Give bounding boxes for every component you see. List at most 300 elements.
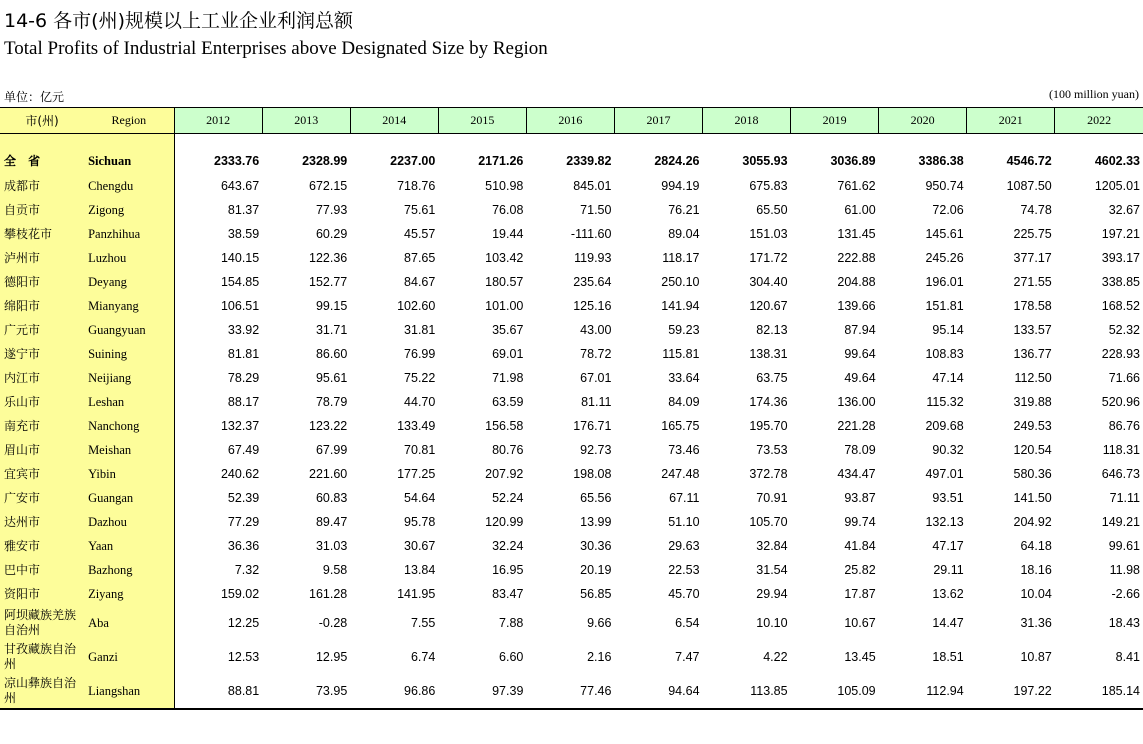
profit-value: 67.11 xyxy=(669,491,700,505)
table-row xyxy=(0,270,1143,294)
profit-value: 84.67 xyxy=(404,275,436,289)
region-name-chinese: 巴中市 xyxy=(0,558,84,582)
header-year: 2015 xyxy=(438,108,526,134)
profit-value: 249.53 xyxy=(1013,419,1052,433)
profit-value: 161.28 xyxy=(309,587,348,601)
profit-value: 120.99 xyxy=(485,515,524,529)
profit-value: 76.08 xyxy=(492,203,524,217)
spacer-row xyxy=(0,134,1143,149)
profit-value: 221.60 xyxy=(309,467,348,481)
profit-value: 18.16 xyxy=(1020,563,1052,577)
header-year: 2019 xyxy=(791,108,879,134)
profit-value: 17.87 xyxy=(844,587,876,601)
profit-value: 22.53 xyxy=(668,563,700,577)
profit-value: 151.03 xyxy=(749,227,788,241)
region-name-chinese: 成都市 xyxy=(0,174,84,198)
profit-value: 78.72 xyxy=(580,347,612,361)
profit-value: 30.67 xyxy=(404,539,436,553)
profit-value: 510.98 xyxy=(485,179,524,193)
profit-value: 60.83 xyxy=(315,491,348,505)
profit-value: 195.70 xyxy=(749,419,788,433)
profit-value: 18.43 xyxy=(1108,616,1140,630)
profit-value: 304.40 xyxy=(749,275,788,289)
profit-value: 761.62 xyxy=(837,179,876,193)
profit-value: 113.85 xyxy=(703,674,791,709)
profit-value: 86.60 xyxy=(315,347,348,361)
region-name-chinese: 全 省 xyxy=(0,148,84,174)
region-name-chinese: 绵阳市 xyxy=(0,294,84,318)
profit-value: 73.46 xyxy=(668,443,700,457)
profit-value: 133.57 xyxy=(1013,323,1052,337)
header-year: 2017 xyxy=(614,108,702,134)
profit-value: 6.60 xyxy=(499,650,524,664)
profit-value: 95.78 xyxy=(404,515,436,529)
profit-value: 994.19 xyxy=(661,179,700,193)
profit-value: -111.60 xyxy=(570,227,612,241)
profit-value: 132.13 xyxy=(925,515,964,529)
region-name-english: Meishan xyxy=(84,438,174,462)
profit-value: 112.94 xyxy=(879,674,967,709)
profit-value: 2333.76 xyxy=(214,154,260,168)
profit-value: 18.51 xyxy=(932,650,964,664)
region-name-chinese: 凉山彝族自治州 xyxy=(0,674,84,709)
profit-value: 86.76 xyxy=(1108,419,1140,433)
profit-value: 88.17 xyxy=(227,395,260,409)
profit-value: 197.22 xyxy=(967,674,1055,709)
profit-value: 63.59 xyxy=(492,395,524,409)
profit-value: 131.45 xyxy=(837,227,876,241)
profit-value: 14.47 xyxy=(932,616,964,630)
profit-value: 82.13 xyxy=(756,323,788,337)
profit-value: 125.16 xyxy=(573,299,612,313)
profit-value: 94.64 xyxy=(614,674,702,709)
profit-value: 377.17 xyxy=(1013,251,1052,265)
profit-value: 99.61 xyxy=(1108,539,1140,553)
table-row xyxy=(0,390,1143,414)
profit-value: 180.57 xyxy=(485,275,524,289)
region-name-english: Aba xyxy=(84,606,174,640)
profit-value: 59.23 xyxy=(668,323,700,337)
profit-value: 7.47 xyxy=(675,650,700,664)
profit-value: 12.25 xyxy=(227,616,260,630)
table-row xyxy=(0,246,1143,270)
profit-value: 81.37 xyxy=(227,203,260,217)
region-name-chinese: 资阳市 xyxy=(0,582,84,606)
profit-value: 36.36 xyxy=(227,539,260,553)
profit-value: 52.24 xyxy=(492,491,524,505)
profit-value: 93.51 xyxy=(932,491,964,505)
profit-value: 72.06 xyxy=(932,203,964,217)
region-name-english: Guangyuan xyxy=(84,318,174,342)
profit-value: 11.98 xyxy=(1109,563,1140,577)
profit-value: 2339.82 xyxy=(566,154,612,168)
table-row xyxy=(0,174,1143,198)
profit-value: 222.88 xyxy=(837,251,876,265)
profit-value: 90.32 xyxy=(932,443,964,457)
profit-value: 69.01 xyxy=(492,347,524,361)
profit-value: 25.82 xyxy=(844,563,876,577)
region-name-chinese: 达州市 xyxy=(0,510,84,534)
profit-value: 78.29 xyxy=(227,371,260,385)
profit-value: 372.78 xyxy=(749,467,788,481)
profit-value: 156.58 xyxy=(485,419,524,433)
region-name-chinese: 眉山市 xyxy=(0,438,84,462)
unit-label-chinese: 单位：亿元 xyxy=(4,90,65,104)
profit-value: 393.17 xyxy=(1101,251,1140,265)
profit-value: 45.70 xyxy=(668,587,700,601)
profit-value: 120.67 xyxy=(749,299,788,313)
profit-value: 718.76 xyxy=(397,179,436,193)
profit-value: 71.98 xyxy=(492,371,524,385)
profit-value: 10.87 xyxy=(1020,650,1052,664)
profit-value: 122.36 xyxy=(309,251,348,265)
profit-value: 225.75 xyxy=(1013,227,1052,241)
profit-value: 77.93 xyxy=(315,203,348,217)
profit-value: 35.67 xyxy=(492,323,524,337)
profit-value: 204.88 xyxy=(837,275,876,289)
region-name-english: Neijiang xyxy=(84,366,174,390)
profit-value: 102.60 xyxy=(397,299,436,313)
region-name-english: Leshan xyxy=(84,390,174,414)
profit-value: 154.85 xyxy=(220,275,260,289)
profit-value: 204.92 xyxy=(1013,515,1052,529)
region-name-english: Yibin xyxy=(84,462,174,486)
profit-value: 41.84 xyxy=(844,539,876,553)
profit-value: 29.11 xyxy=(933,563,964,577)
unit-label-english: (100 million yuan) xyxy=(1049,87,1139,101)
table-title-english: Total Profits of Industrial Enterprises above Designated Size by Region xyxy=(4,38,548,59)
profit-value: 250.10 xyxy=(661,275,700,289)
profit-value: 93.87 xyxy=(844,491,876,505)
header-year: 2018 xyxy=(703,108,791,134)
region-name-english: Nanchong xyxy=(84,414,174,438)
profit-value: 171.72 xyxy=(749,251,788,265)
profit-value: 10.67 xyxy=(844,616,876,630)
profit-value: 6.54 xyxy=(675,616,700,630)
profit-value: 1087.50 xyxy=(1006,179,1052,193)
region-name-english: Luzhou xyxy=(84,246,174,270)
region-name-chinese: 雅安市 xyxy=(0,534,84,558)
profit-value: 13.62 xyxy=(932,587,964,601)
table-row xyxy=(0,318,1143,342)
profit-value: 338.85 xyxy=(1101,275,1140,289)
profit-value: 73.95 xyxy=(262,674,350,709)
profit-value: 51.10 xyxy=(668,515,700,529)
profit-value: 4546.72 xyxy=(1006,154,1052,168)
profit-value: 63.75 xyxy=(756,371,788,385)
profit-value: 71.11 xyxy=(1109,491,1140,505)
profit-value: 99.74 xyxy=(844,515,876,529)
profit-value: 176.71 xyxy=(573,419,612,433)
profit-value: 49.64 xyxy=(844,371,876,385)
profit-value: 118.17 xyxy=(662,251,700,265)
profit-value: 845.01 xyxy=(573,179,612,193)
profit-value: 3386.38 xyxy=(918,154,964,168)
profit-value: 80.76 xyxy=(492,443,524,457)
table-row xyxy=(0,366,1143,390)
table-row xyxy=(0,198,1143,222)
profit-value: 61.00 xyxy=(844,203,876,217)
profit-value: 247.48 xyxy=(661,467,700,481)
profit-value: 235.64 xyxy=(573,275,612,289)
profit-value: 10.10 xyxy=(756,616,788,630)
region-name-english: Deyang xyxy=(84,270,174,294)
profit-value: 319.88 xyxy=(1013,395,1052,409)
profit-value: 73.53 xyxy=(756,443,788,457)
profit-value: 118.31 xyxy=(1102,443,1140,457)
profit-value: 96.86 xyxy=(350,674,438,709)
profit-value: 44.70 xyxy=(404,395,436,409)
profit-value: 92.73 xyxy=(580,443,612,457)
table-row xyxy=(0,510,1143,534)
region-name-chinese: 阿坝藏族羌族自治州 xyxy=(0,606,84,640)
profit-value: 33.92 xyxy=(227,323,260,337)
region-name-english: Mianyang xyxy=(84,294,174,318)
profit-value: 145.61 xyxy=(925,227,964,241)
profit-value: 165.75 xyxy=(661,419,700,433)
profit-value: 47.17 xyxy=(932,539,964,553)
profit-value: 140.15 xyxy=(220,251,260,265)
profit-value: 76.21 xyxy=(668,203,700,217)
table-row xyxy=(0,606,1143,640)
profit-value: 20.19 xyxy=(580,563,612,577)
profit-value: 207.92 xyxy=(485,467,524,481)
profit-value: 33.64 xyxy=(668,371,700,385)
profit-value: 70.81 xyxy=(404,443,436,457)
table-row xyxy=(0,294,1143,318)
profit-value: 65.50 xyxy=(756,203,788,217)
profit-value: 120.54 xyxy=(1013,443,1052,457)
profit-value: 2171.26 xyxy=(478,154,524,168)
profit-value: 209.68 xyxy=(925,419,964,433)
profit-value: 119.93 xyxy=(574,251,612,265)
profit-value: 185.14 xyxy=(1055,674,1143,709)
profit-value: 13.45 xyxy=(844,650,876,664)
profit-value: 2237.00 xyxy=(390,154,436,168)
region-name-english: Bazhong xyxy=(84,558,174,582)
profit-value: 675.83 xyxy=(749,179,788,193)
profit-value: 77.29 xyxy=(227,515,260,529)
region-name-chinese: 宜宾市 xyxy=(0,462,84,486)
profit-value: 6.74 xyxy=(410,650,436,664)
region-name-english: Ziyang xyxy=(84,582,174,606)
region-name-english: Liangshan xyxy=(84,674,174,709)
profit-value: 221.28 xyxy=(837,419,876,433)
table-row xyxy=(0,534,1143,558)
region-name-english: Guangan xyxy=(84,486,174,510)
profit-value: 1205.01 xyxy=(1094,179,1140,193)
profit-value: 31.03 xyxy=(315,539,348,553)
profit-value: 2824.26 xyxy=(654,154,700,168)
region-name-chinese: 遂宁市 xyxy=(0,342,84,366)
region-name-english: Yaan xyxy=(84,534,174,558)
profit-value: 31.71 xyxy=(315,323,348,337)
profit-value: 115.81 xyxy=(662,347,700,361)
profit-value: 520.96 xyxy=(1101,395,1140,409)
profit-value: 84.09 xyxy=(668,395,700,409)
region-name-english: Suining xyxy=(84,342,174,366)
profit-value: 43.00 xyxy=(580,323,612,337)
profit-value: 31.36 xyxy=(1020,616,1052,630)
profit-value: 136.77 xyxy=(1013,347,1052,361)
profit-value: 75.61 xyxy=(404,203,436,217)
profit-value: 13.84 xyxy=(404,563,436,577)
profit-value: 47.14 xyxy=(932,371,964,385)
profit-value: 97.39 xyxy=(438,674,526,709)
region-name-english: Sichuan xyxy=(84,148,174,174)
profit-value: -0.28 xyxy=(318,616,348,630)
table-row xyxy=(0,342,1143,366)
profit-value: 78.09 xyxy=(844,443,876,457)
profit-value: 8.41 xyxy=(1115,650,1140,664)
header-year: 2012 xyxy=(174,108,262,134)
table-row xyxy=(0,558,1143,582)
profit-value: 152.77 xyxy=(309,275,348,289)
profit-value: 3036.89 xyxy=(830,154,876,168)
profit-value: 45.57 xyxy=(404,227,436,241)
profit-value: 89.04 xyxy=(668,227,700,241)
profit-value: 88.81 xyxy=(174,674,262,709)
profit-value: 95.61 xyxy=(315,371,348,385)
table-row xyxy=(0,582,1143,606)
profit-value: 81.81 xyxy=(227,347,260,361)
region-name-english: Dazhou xyxy=(84,510,174,534)
header-year: 2022 xyxy=(1055,108,1143,134)
region-name-chinese: 攀枝花市 xyxy=(0,222,84,246)
profit-value: 103.42 xyxy=(485,251,524,265)
profit-value: 67.49 xyxy=(227,443,260,457)
profit-value: 271.55 xyxy=(1013,275,1052,289)
profit-value: 3055.93 xyxy=(742,154,788,168)
profit-value: 133.49 xyxy=(397,419,436,433)
table-row xyxy=(0,462,1143,486)
total-row xyxy=(0,148,1143,174)
region-name-chinese: 广元市 xyxy=(0,318,84,342)
profit-value: 177.25 xyxy=(397,467,436,481)
profit-value: 60.29 xyxy=(315,227,348,241)
header-year: 2016 xyxy=(526,108,614,134)
region-name-chinese: 广安市 xyxy=(0,486,84,510)
profit-value: 56.85 xyxy=(580,587,612,601)
profit-value: 65.56 xyxy=(580,491,612,505)
table-row xyxy=(0,222,1143,246)
profit-value: 12.95 xyxy=(315,650,348,664)
profit-value: 240.62 xyxy=(220,467,260,481)
profit-value: 136.00 xyxy=(837,395,876,409)
profit-value: 7.88 xyxy=(499,616,524,630)
profit-value: 12.53 xyxy=(227,650,260,664)
profit-value: 38.59 xyxy=(227,227,260,241)
profit-value: 83.47 xyxy=(492,587,524,601)
profit-value: 16.95 xyxy=(492,563,524,577)
region-name-chinese: 德阳市 xyxy=(0,270,84,294)
profit-value: 115.32 xyxy=(926,395,964,409)
profit-value: 228.93 xyxy=(1101,347,1140,361)
profit-value: 151.81 xyxy=(925,299,964,313)
profit-value: 643.67 xyxy=(220,179,260,193)
profit-value: 168.52 xyxy=(1101,299,1140,313)
profit-value: 95.14 xyxy=(932,323,964,337)
profit-value: 89.47 xyxy=(315,515,348,529)
profit-value: 174.36 xyxy=(749,395,788,409)
profit-value: 76.99 xyxy=(404,347,436,361)
profit-value: 32.84 xyxy=(756,539,788,553)
profit-value: 32.67 xyxy=(1108,203,1140,217)
profit-value: 9.66 xyxy=(587,616,612,630)
profit-value: 64.18 xyxy=(1020,539,1052,553)
profit-value: 141.94 xyxy=(661,299,700,313)
header-region-english: Region xyxy=(84,108,174,134)
header-year: 2020 xyxy=(879,108,967,134)
profit-value: 159.02 xyxy=(220,587,260,601)
profit-value: 67.01 xyxy=(580,371,612,385)
profit-value: 108.83 xyxy=(925,347,964,361)
profit-value: 10.04 xyxy=(1020,587,1052,601)
profit-value: 178.58 xyxy=(1013,299,1052,313)
profit-value: 52.39 xyxy=(227,491,260,505)
profit-value: 580.36 xyxy=(1013,467,1052,481)
table-body xyxy=(0,134,1143,710)
table-row xyxy=(0,414,1143,438)
profit-value: 29.94 xyxy=(756,587,788,601)
profit-value: 123.22 xyxy=(309,419,348,433)
profit-value: 32.24 xyxy=(492,539,524,553)
profit-value: 197.21 xyxy=(1101,227,1140,241)
profit-value: 87.65 xyxy=(404,251,436,265)
profit-value: 30.36 xyxy=(580,539,612,553)
region-name-english: Ganzi xyxy=(84,640,174,674)
region-name-english: Chengdu xyxy=(84,174,174,198)
table-row xyxy=(0,674,1143,709)
region-name-chinese: 甘孜藏族自治州 xyxy=(0,640,84,674)
profit-value: 149.21 xyxy=(1101,515,1140,529)
profit-value: 497.01 xyxy=(925,467,964,481)
profit-value: 141.50 xyxy=(1013,491,1052,505)
profit-value: -2.66 xyxy=(1111,587,1140,601)
header-year: 2013 xyxy=(262,108,350,134)
profit-value: 77.46 xyxy=(526,674,614,709)
profit-value: 112.50 xyxy=(1014,371,1052,385)
profit-value: 67.99 xyxy=(315,443,348,457)
table-row xyxy=(0,438,1143,462)
header-region-chinese: 市(州) xyxy=(0,108,84,134)
profit-value: 71.50 xyxy=(580,203,612,217)
profit-value: 87.94 xyxy=(844,323,876,337)
region-name-chinese: 泸州市 xyxy=(0,246,84,270)
profit-value: 101.00 xyxy=(485,299,524,313)
region-name-chinese: 内江市 xyxy=(0,366,84,390)
profit-value: 198.08 xyxy=(573,467,612,481)
profits-table xyxy=(0,107,1143,710)
profit-value: 4602.33 xyxy=(1094,154,1140,168)
region-name-chinese: 自贡市 xyxy=(0,198,84,222)
profit-value: 81.11 xyxy=(581,395,612,409)
header-year: 2014 xyxy=(350,108,438,134)
table-row xyxy=(0,486,1143,510)
profit-value: 139.66 xyxy=(837,299,876,313)
profit-value: 7.32 xyxy=(234,563,260,577)
profit-value: 78.79 xyxy=(315,395,348,409)
header-row xyxy=(0,108,1143,134)
profit-value: 13.99 xyxy=(580,515,612,529)
profit-value: 7.55 xyxy=(410,616,436,630)
region-name-english: Panzhihua xyxy=(84,222,174,246)
profit-value: 196.01 xyxy=(925,275,964,289)
profit-value: 74.78 xyxy=(1020,203,1052,217)
profit-value: 245.26 xyxy=(925,251,964,265)
profit-value: 99.15 xyxy=(315,299,348,313)
profit-value: 29.63 xyxy=(668,539,700,553)
